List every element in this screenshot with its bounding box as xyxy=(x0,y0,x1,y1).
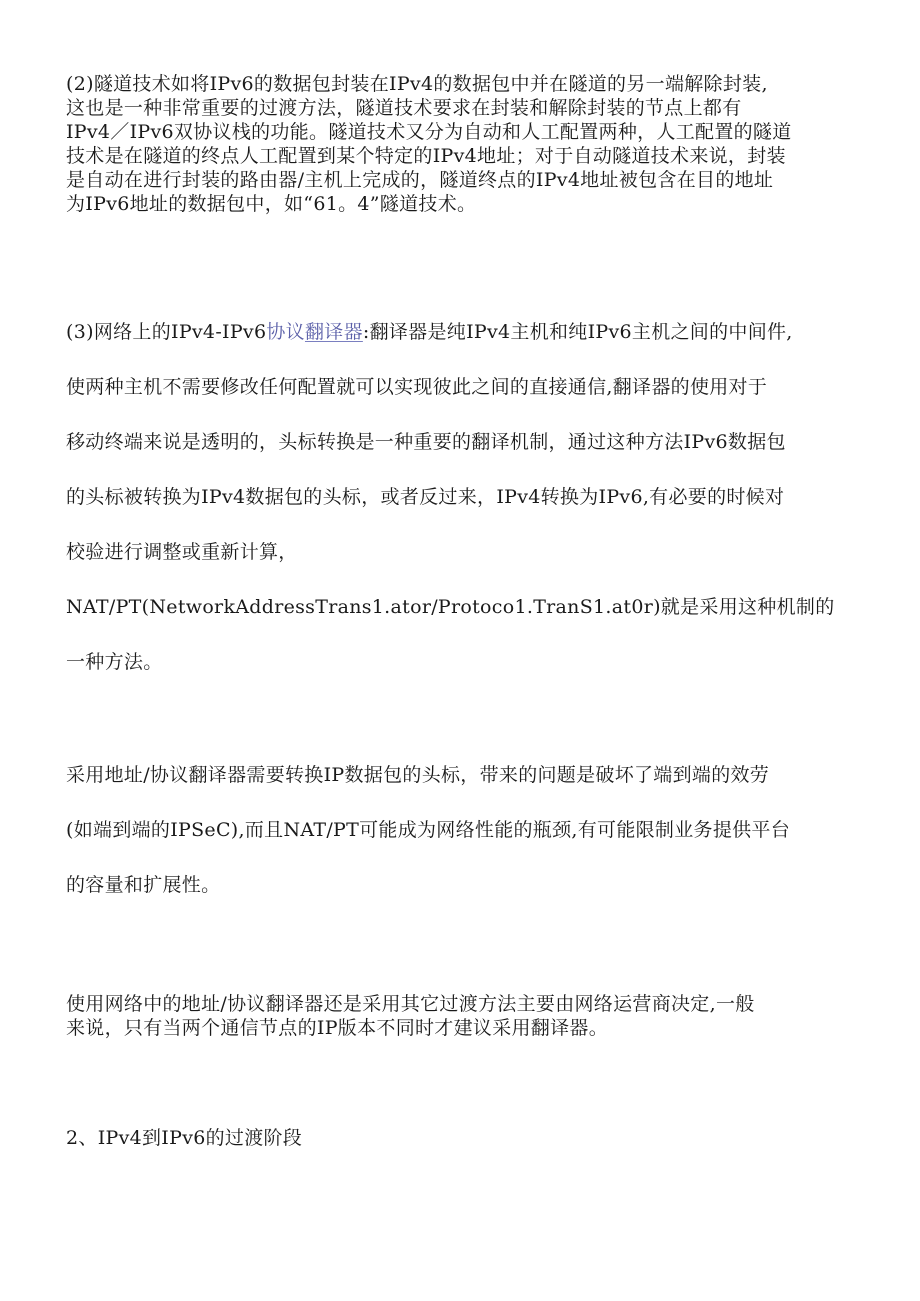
text-fragment: :翻译器是纯IPv4主机和纯IPv6主机之间的中间件, xyxy=(362,321,793,343)
text-fragment: (3)网络上的IPv4-IPv6 xyxy=(66,321,267,343)
paragraph-translator xyxy=(66,305,866,690)
heading-text: 2、IPv4到IPv6的过渡阶段 xyxy=(66,1127,303,1149)
paragraph-translator-issues xyxy=(66,748,866,913)
text-line: 一种方法。 xyxy=(66,651,163,673)
text-line: 是自动在进行封装的路由器/主机上完成的，隧道终点的IPv4地址被包含在目的地址 xyxy=(66,169,774,191)
protocol-link[interactable]: 协议 xyxy=(266,321,305,343)
text-line: 移动终端来说是透明的，头标转换是一种重要的翻译机制，通过这种方法IPv6数据包 xyxy=(66,431,786,453)
text-line: 使两种主机不需要修改任何配置就可以实现彼此之间的直接通信,翻译器的使用对于 xyxy=(66,376,768,398)
text-line: 的头标被转换为IPv4数据包的头标，或者反过来，IPv4转换为IPv6,有必要的时候对 xyxy=(66,486,785,508)
paragraph-operator-decision xyxy=(66,992,866,1040)
text-line: IPv4／IPv6双协议栈的功能。隧道技术又分为自动和人工配置两种，人工配置的隧道 xyxy=(66,121,792,143)
text-line: 技术是在隧道的终点人工配置到某个特定的IPv4地址；对于自动隧道技术来说，封装 xyxy=(66,145,786,167)
text-line: NAT/PT(NetworkAddressTrans1.ator/Protoco1.TranS1.at0r)就是采用这种机制的 xyxy=(66,596,835,618)
text-line: 的容量和扩展性。 xyxy=(66,874,221,896)
text-line: 使用网络中的地址/协议翻译器还是采用其它过渡方法主要由网络运营商决定,一般 xyxy=(66,993,755,1015)
text-line: 来说，只有当两个通信节点的IP版本不同时才建议采用翻译器。 xyxy=(66,1017,608,1039)
text-line: 采用地址/协议翻译器需要转换IP数据包的头标，带来的问题是破坏了端到端的效劳 xyxy=(66,764,770,786)
text-line: (2)隧道技术如将IPv6的数据包封装在IPv4的数据包中并在隧道的另一端解除封装, xyxy=(66,73,768,95)
translator-link[interactable]: 翻译器 xyxy=(304,321,363,343)
text-line: 为IPv6地址的数据包中，如“61。4”隧道技术。 xyxy=(66,193,477,215)
text-line: (如端到端的IPSeC),而且NAT/PT可能成为网络性能的瓶颈,有可能限制业务提供平台 xyxy=(66,819,791,841)
text-line: 这也是一种非常重要的过渡方法，隧道技术要求在封装和解除封装的节点上都有 xyxy=(66,97,742,119)
text-line: 校验进行调整或重新计算， xyxy=(66,541,298,563)
section-heading xyxy=(66,1126,866,1150)
text-line xyxy=(66,305,866,360)
paragraph-tunneling xyxy=(66,72,866,216)
